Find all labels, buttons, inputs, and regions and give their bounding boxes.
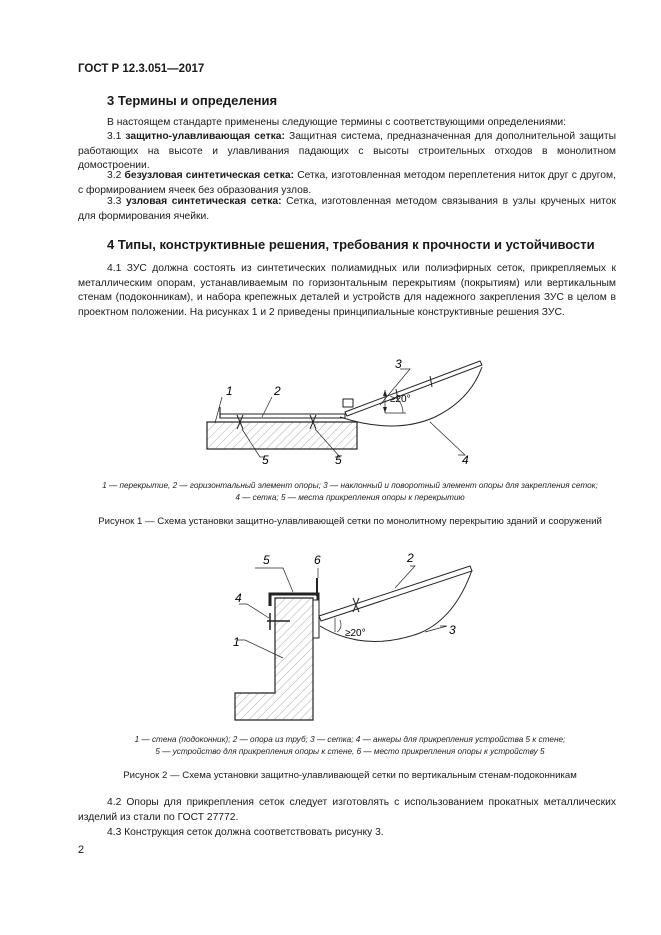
term-number: 3.1 xyxy=(107,131,122,142)
term-name: защитно-улавливающая сетка: xyxy=(125,131,285,142)
fig1-label-3: 3 xyxy=(395,357,402,371)
figure-1-drawing xyxy=(190,355,490,470)
fig1-label-5a: 5 xyxy=(262,453,269,467)
term-definition: Сетка, изготовленная методом переплетения ниток друг с другом, с формированием ячеек без образования узлов. xyxy=(78,170,616,196)
legend-line: 1 — перекрытие, 2 — горизонтальный элемент опоры; 3 — наклонный и поворотный элемент опоры для закрепления сеток; xyxy=(102,481,598,490)
paragraph-4-1 xyxy=(78,262,616,320)
figure-2-drawing xyxy=(225,548,485,723)
term-number: 3.2 xyxy=(107,170,122,181)
fig2-label-5: 5 xyxy=(263,553,270,567)
term-3-2 xyxy=(78,169,616,198)
p41-text: 4.1 ЗУС должна состоять из синтетических полиамидных или полиэфирных сеток, прикрепляемых к металлическим опорам, устанавливаемым по горизонтальным перекрытиям (покрытиям) или вертикальным стенам (подоконникам), и набора крепежных деталей и устройств для надежного закрепления ЗУС в целом в проектном положении. На рисунках 1 и 2 приведены принципиальные конструктивные решения ЗУС. xyxy=(78,263,616,318)
document-header: ГОСТ Р 12.3.051—2017 xyxy=(78,63,205,75)
fig2-label-4: 4 xyxy=(235,591,242,605)
term-name: узловая синтетическая сетка: xyxy=(125,196,282,207)
fig1-label-2: 2 xyxy=(274,384,281,398)
wall-sill xyxy=(235,598,313,720)
fig2-label-2: 2 xyxy=(407,551,414,565)
fig1-label-1: 1 xyxy=(226,384,233,398)
fig2-label-1: 1 xyxy=(233,635,240,649)
fig2-label-6: 6 xyxy=(314,553,321,567)
p43-text: 4.3 Конструкция сеток должна соответствовать рисунку 3. xyxy=(107,827,384,838)
term-3-1 xyxy=(78,130,616,174)
intro-text: В настоящем стандарте применены следующие термины с соответствующими определениями: xyxy=(107,117,567,128)
figure-1-legend xyxy=(70,480,630,504)
page-number: 2 xyxy=(78,844,85,856)
inclined-support xyxy=(343,361,482,416)
figure-1-caption: Рисунок 1 — Схема установки защитно-улавливающей сетки по монолитному перекрытию зданий и сооружений xyxy=(98,516,602,527)
p42-text: 4.2 Опоры для прикрепления сеток следует изготовлять с использованием прокатных металлических изделий из стали по ГОСТ 27772. xyxy=(78,797,616,823)
term-definition: Сетка, изготовленная методом связывания в узлы крученых ниток для формирования ячейки. xyxy=(78,196,616,222)
fig2-label-3: 3 xyxy=(449,623,456,637)
section-3-title: 3 Термины и определения xyxy=(107,93,278,108)
legend-line: 4 — сетка; 5 — места прикрепления опоры к перекрытию xyxy=(235,493,465,502)
section-3-intro xyxy=(78,116,616,131)
legend-line: 1 — стена (подоконник); 2 — опора из труб; 3 — сетка; 4 — анкеры для прикрепления устройства 5 к стене; xyxy=(134,735,566,744)
paragraph-4-3 xyxy=(78,826,616,841)
angle-dimension xyxy=(335,618,341,632)
fig1-label-5b: 5 xyxy=(335,453,342,467)
angle-label: ≥20° xyxy=(345,628,366,639)
term-definition: Защитная система, предназначенная для дополнительной защиты работающих на высоте и улавливания падающих с высоты строительных отходов в монолитном домостроении. xyxy=(78,131,616,172)
slab-floor xyxy=(207,422,357,449)
safety-net xyxy=(340,367,482,426)
term-number: 3.3 xyxy=(107,196,122,207)
legend-line: 5 — устройство для прикрепления опоры к стене, 6 — место прикрепления опоры к устройству 5 xyxy=(155,747,545,756)
term-3-3 xyxy=(78,195,616,224)
figure-2-legend xyxy=(70,734,630,758)
figure-2-caption: Рисунок 2 — Схема установки защитно-улавливающей сетки по вертикальным стенам-подоконникам xyxy=(123,770,577,781)
paragraph-4-2 xyxy=(78,796,616,825)
section-4-title: 4 Типы, конструктивные решения, требования к прочности и устойчивости xyxy=(107,237,595,252)
angle-label: ≥20° xyxy=(390,394,411,405)
term-name: безузловая синтетическая сетка: xyxy=(124,170,295,181)
fig1-label-4: 4 xyxy=(462,453,469,467)
